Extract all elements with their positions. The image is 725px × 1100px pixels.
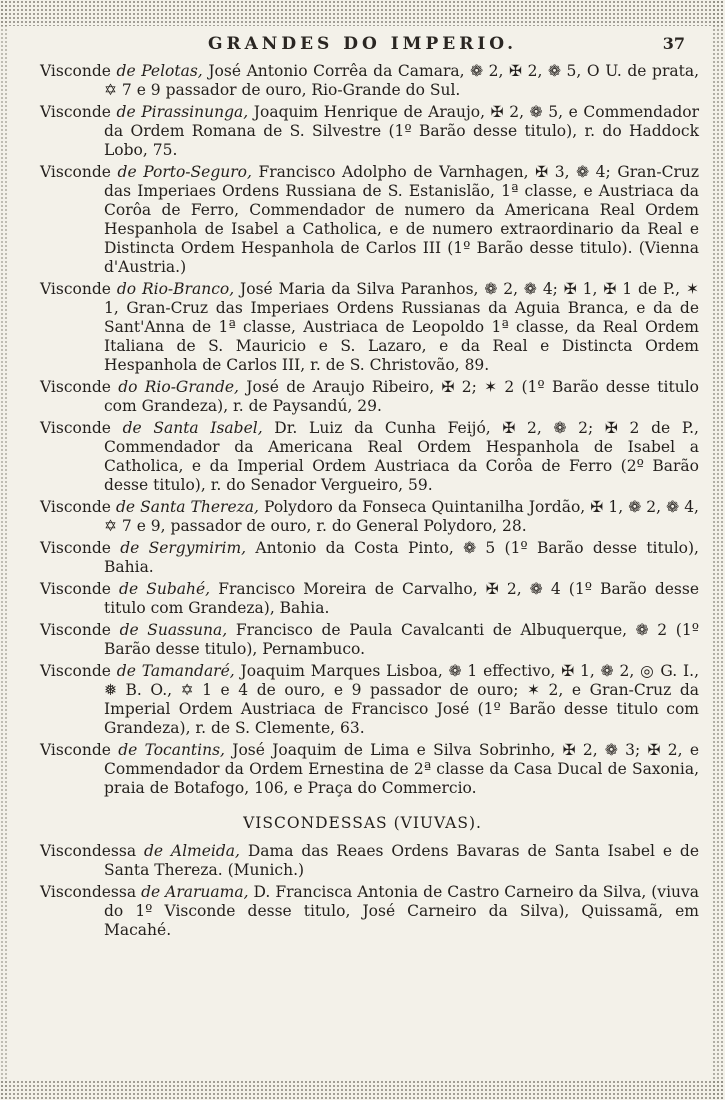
entry-body: Joaquim Marques Lisboa, ❁ 1 effectivo, ✠ 1, ❁ 2, ◎ G. I., ❅ B. O., ✡ 1 e 4 de ouro, e 9 passador de ouro; ✶ 2, e Gran-Cruz da Imperial Ordem Austriaca de Francisco José (1º Barão desse titulo com Grandeza), r. de S. Clemente, 63. [104,662,700,737]
entry-title: Visconde [40,163,118,181]
entry-body: D. Francisca Antonia de Castro Carneiro da Silva, (viuva do 1º Visconde desse titulo, José Carneiro da Silva), Quissamã, em Macahé. [104,883,700,939]
entry-body: Francisco Moreira de Carvalho, ✠ 2, ❁ 4 (1º Barão desse titulo com Grandeza), Bahia. [104,580,699,617]
entry-title: Visconde [40,741,119,759]
entry-body: José Antonio Corrêa da Camara, ❁ 2, ✠ 2, ❁ 5, O U. de prata, ✡ 7 e 9 passador de ouro, Rio-Grande do Sul. [104,62,700,99]
entry-title: Visconde [40,280,117,298]
entry-title: Viscondessa [40,842,144,860]
visconde-entry [26,662,699,738]
scan-edge-right [712,0,725,1100]
entry-name: de Pelotas, [116,62,209,80]
entry-body: Dama das Reaes Ordens Bavaras de Santa Isabel e de Santa Thereza. (Munich.) [104,842,699,879]
entry-body: Dr. Luiz da Cunha Feijó, ✠ 2, ❁ 2; ✠ 2 de P., Commendador da Americana Real Ordem Hespanhola de Isabel a Catholica, e da Imperial Ordem Austriaca da Corôa de Ferro (2º Barão desse titulo), r. do Senador Vergueiro, 59. [104,419,699,494]
entry-name: do Rio-Grande, [118,378,247,396]
visconde-entry [26,163,699,277]
entry-name: de Almeida, [143,842,248,860]
entry-name: de Suassuna, [119,621,236,639]
visconde-entry [26,498,699,536]
entry-body: José Maria da Silva Paranhos, ❁ 2, ❁ 4; ✠ 1, ✠ 1 de P., ✶ 1, Gran-Cruz das Imperiaes Ordens Russianas da Aguia Branca, e da de Sant'Anna de 1ª classe, Austriaca de Leopoldo 1ª classe, da Real Ordem Italiana de S. Mauricio e S. Lazaro, e da Real e Distincta Ordem Hespanhola de Carlos III, r. de S. Christovão, 89. [104,280,699,374]
entry-body: Francisco Adolpho de Varnhagen, ✠ 3, ❁ 4; Gran-Cruz das Imperiaes Ordens Russiana de S. Estanislão, 1ª classe, e Austriaca da Corôa de Ferro, Commendador de numero da Americana Real Ordem Hespanhola de Isabel a Catholica, e de numero extraordinario da Real e Distincta Ordem Hespanhola de Carlos III (1º Barão desse titulo). (Vienna d'Austria.) [104,163,700,276]
visconde-entry [26,62,699,100]
entry-title: Visconde [40,539,121,557]
entry-name: de Santa Thereza, [116,498,265,516]
viscondessas-section-heading: VISCONDESSAS (VIUVAS). [243,814,482,832]
viscondessa-entry [26,883,699,940]
scan-edge-top [0,0,725,26]
entry-title: Visconde [40,662,117,680]
entry-title: Visconde [40,378,119,396]
entry-body: Antonio da Costa Pinto, ❁ 5 (1º Barão desse titulo), Bahia. [104,539,699,576]
viscondes-list [26,62,699,798]
entry-name: do Rio-Branco, [116,280,241,298]
entry-title: Visconde [40,580,120,598]
visconde-entry [26,580,699,618]
entry-body: José Joaquim de Lima e Silva Sobrinho, ✠ 2, ❁ 3; ✠ 2, e Commendador da Ordem Ernestina de 2ª classe da Casa Ducal de Saxonia, praia de Botafogo, 106, e Praça do Commercio. [104,741,699,797]
entry-name: de Santa Isabel, [122,419,275,437]
entry-body: Joaquim Henrique de Araujo, ✠ 2, ❁ 5, e Commendador da Ordem Romana de S. Silvestre (1º Barão desse titulo), r. do Haddock Lobo, 75. [104,103,699,159]
entry-title: Visconde [40,62,117,80]
entry-title: Visconde [40,103,117,121]
entry-title: Viscondessa [40,883,142,901]
entry-body: Polydoro da Fonseca Quintanilha Jordão, ✠ 1, ❁ 2, ❁ 4, ✡ 7 e 9, passador de ouro, r. do General Polydoro, 28. [104,498,699,535]
running-title: GRANDES DO IMPERIO. [207,34,518,54]
page-content [26,62,699,943]
visconde-entry [26,378,699,416]
visconde-entry [26,539,699,577]
visconde-entry [26,103,699,160]
entry-body: Francisco de Paula Cavalcanti de Albuquerque, ❁ 2 (1º Barão desse titulo), Pernambuco. [104,621,699,658]
entry-name: de Porto-Seguro, [117,163,259,181]
entry-title: Visconde [40,498,116,516]
entry-title: Visconde [40,621,120,639]
entry-name: de Tocantins, [118,741,233,759]
visconde-entry [26,621,699,659]
visconde-entry [26,280,699,375]
entry-title: Visconde [40,419,123,437]
entry-name: de Tamandaré, [116,662,241,680]
scan-edge-bottom [0,1080,725,1100]
visconde-entry [26,419,699,495]
scan-edge-left [0,0,8,1100]
page-number: 37 [662,34,685,53]
entry-name: de Subahé, [119,580,219,598]
entry-name: de Pirassinunga, [116,103,254,121]
viscondessa-entry [26,842,699,880]
entry-body: José de Araujo Ribeiro, ✠ 2; ✶ 2 (1º Barão desse titulo com Grandeza), r. de Paysandú, 29. [104,378,699,415]
entry-name: de Sergymirim, [120,539,256,557]
visconde-entry [26,741,699,798]
entry-name: de Araruama, [141,883,254,901]
viscondessas-list [26,842,699,940]
